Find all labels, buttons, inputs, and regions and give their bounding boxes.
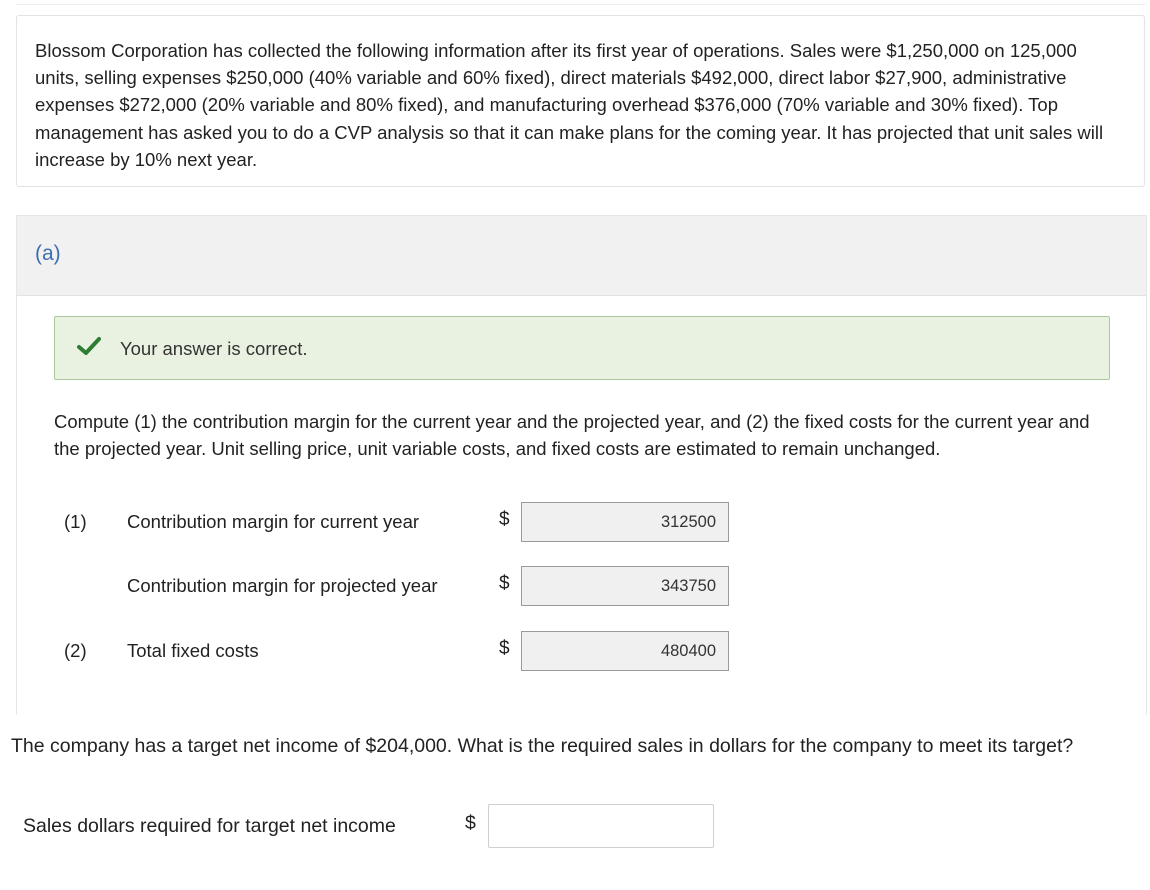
feedback-text: Your answer is correct. (120, 338, 308, 359)
part-b-question: The company has a target net income of $204,000. What is the required sales in dollars for the company to meet its target? (11, 735, 1074, 757)
row-number: (1) (64, 511, 87, 532)
part-a-label: (a) (35, 242, 61, 265)
sales-dollars-input[interactable] (488, 804, 714, 848)
answer-row-fixed-costs (17, 631, 1117, 673)
dollar-sign: $ (499, 573, 510, 594)
projected-cm-answer: 343750 (521, 566, 729, 606)
dollar-sign: $ (499, 638, 510, 659)
sales-dollars-label: Sales dollars required for target net income (23, 815, 396, 837)
answer-row-current-cm (17, 502, 1117, 544)
row-label: Contribution margin for projected year (127, 575, 438, 596)
problem-statement: Blossom Corporation has collected the following information after its first year of operations. Sales were $1,250,000 on 125,000 units, selling expenses $250,000 (40% variable and 60% fixed), direct materials $492,000, direct labor $27,900, administrative expenses $272,000 (20% variable and 80% fixed), and manufacturing overhead $376,000 (70% variable and 30% fixed). Top management has asked you to do a CVP analysis so that it can make plans for the coming year. It has projected that unit sales will increase by 10% next year. (35, 40, 1104, 170)
part-a-instructions: Compute (1) the contribution margin for the current year and the projected year, and (2) the fixed costs for the current year and the projected year. Unit selling price, unit variable costs, and fixed costs are estimated to remain unchanged. (54, 411, 1090, 459)
current-cm-answer: 312500 (521, 502, 729, 542)
answer-row-projected-cm (17, 566, 1117, 608)
part-a-header (17, 216, 1146, 296)
row-number: (2) (64, 640, 87, 661)
fixed-costs-answer: 480400 (521, 631, 729, 671)
correct-answer-banner (54, 316, 1110, 380)
row-label: Contribution margin for current year (127, 511, 420, 532)
check-icon (77, 336, 101, 356)
part-a-panel (16, 215, 1147, 715)
problem-card (16, 15, 1145, 187)
row-label: Total fixed costs (127, 640, 259, 661)
top-divider (16, 4, 1146, 5)
dollar-sign: $ (499, 509, 510, 530)
dollar-sign: $ (465, 812, 476, 834)
